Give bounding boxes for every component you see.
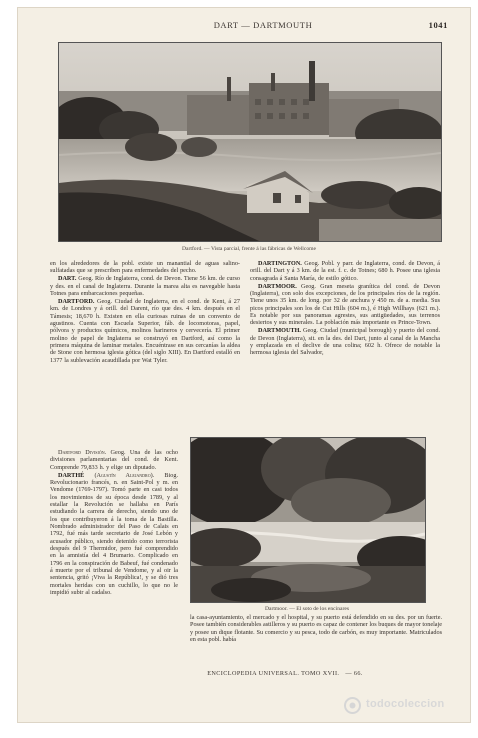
dartmoor-caption: Dartmoor. — El soto de los encinares <box>264 606 350 612</box>
entry-dartington: DARTINGTON. Geog. Pobl. y parr. de Inglaterra, cond. de Devon, á orill. del Dart y á 3 km. de la est. f. c. de Totnes; 680 h. Posee una iglesia consagrada á Santa María, de estilo gótico. <box>250 260 440 282</box>
running-title: DART — DARTMOUTH <box>213 20 313 30</box>
dartford-photo <box>58 42 442 242</box>
left-column <box>50 260 240 365</box>
footer-volume: ENCICLOPEDIA UNIVERSAL. TOMO XVII. <box>207 670 340 677</box>
entry-headword: DARTFORD. <box>58 297 95 305</box>
dartmoor-photo <box>190 437 426 603</box>
entry-dartmoor: DARTMOOR. Geog. Gran meseta granítica del cond. de Devon (Inglaterra), con solo dos excepciones, de los principales ríos de la región. Tiene unos 35 km. de long. por 32 de anchura y 450 m. de a. media. Sus picos principales son los de Cut Hills (604 m.), é High Willhays (621 m.). Es notable por sus panoramas agrestes, sus antigüedades, sus terrenos desiertos y sus minerales. La población más importante es Prince-Town. <box>250 282 440 327</box>
footer-sheet-number: — 66. <box>345 670 363 677</box>
page-footer <box>18 670 470 677</box>
watermark <box>344 697 464 713</box>
page-header <box>18 20 470 34</box>
dartford-caption: Dartford. — Vista parcial, frente á las fábricas de Wellcome <box>182 246 316 252</box>
entry-headword: DART. <box>58 275 77 283</box>
entry-darthe: DARTHÉ (Agustín Alejandro). Biog. Revolucionario francés, n. en Saint-Pol y m. en Vendome (1769-1797). Tomó parte en casi todos los movimientos de su época desde 1789, y al estallar la Revolución se hallaba en París estudiando la carrera de derecho, siendo uno de los que contribuyeron á la toma de la Bastilla. Nombrado administrador del Paso de Calais en 1792, fué más tarde secretario de José Lebón y acusador público, siendo detenido como terrorista después del 9 Thermidor, pero fué comprendido en la amnistía del 4 Brumario. Complicado en 1796 en la conspiración de Babeuf, fué condenado á muerte por el tribunal de Vendome, y al oir la sentencia, gritó ¡Viva la República!, y se dió tres mortales heridas con un cuchillo, lo que no le impidió subir al cadalso. <box>50 471 178 597</box>
right-column <box>250 260 440 357</box>
page-number: 1041 <box>428 20 448 30</box>
intro-paragraph: en los alrededores de la pobl. existe un manantial de aguas salino-sulfatadas que se prescriben para enfermedades del pecho. <box>50 260 240 275</box>
entry-dartford-division: Dartford División. Geog. Una de las ocho divisiones parlamentarias del cond. de Kent. Comprende 79,833 h. y elige un diputado. <box>50 449 178 471</box>
dartmouth-continuation: la casa-ayuntamiento, el mercado y el hospital, y su puerto está defendido en su des. por un fuerte. Posee también considerables astilleros y su puerto es capaz de contener los buques de mayor tonelaje y posee un dique flotante. Su comercio y su pesca, todo de carbón, es muy importante. Matriculados en esta pobl. había <box>190 614 442 644</box>
entry-dartford: DARTFORD. Geog. Ciudad de Inglaterra, en el cond. de Kent, á 27 km. de Londres y á orill. del Darent, río que des. 4 km. después en el Támesis; 18,670 h. Existen en ella curiosas ruinas de un convento de agustinos. Cuenta con Escuela Superior, fáb. de locomotoras, papel, pólvora y productos químicos, molinos harineros y cervecería. El primer molino de papel de Inglaterra se construyó en Dartford, así como la primera máquina de laminar metales. Encuéntrase en sus cercanías la aldea de Stone con hermosa iglesia gótica (del siglo XIII). En Dartford estalló en 1377 la sublevación acaudillada por Wat Tyler. <box>50 297 240 364</box>
entry-dart: DART. Geog. Río de Inglaterra, cond. de Devon. Tiene 56 km. de curso y des. en el canal de Inglaterra. Durante la marea alta es navegable hasta Totnes para embarcaciones pequeñas. <box>50 275 240 297</box>
watermark-logo-icon <box>344 697 361 714</box>
entry-dartmouth: DARTMOUTH. Geog. Ciudad (municipal borough) y puerto del cond. de Devon (Inglaterra), sit. en la des. del Dart, junto al canal de la Mancha y emplazada en el declive de una colina; 602 h. Ofrece de notable la hermosa iglesia del Salvador, <box>250 327 440 357</box>
watermark-text: todocoleccion <box>366 698 445 710</box>
left-narrow-column <box>50 449 178 597</box>
page-sheet <box>18 8 470 722</box>
